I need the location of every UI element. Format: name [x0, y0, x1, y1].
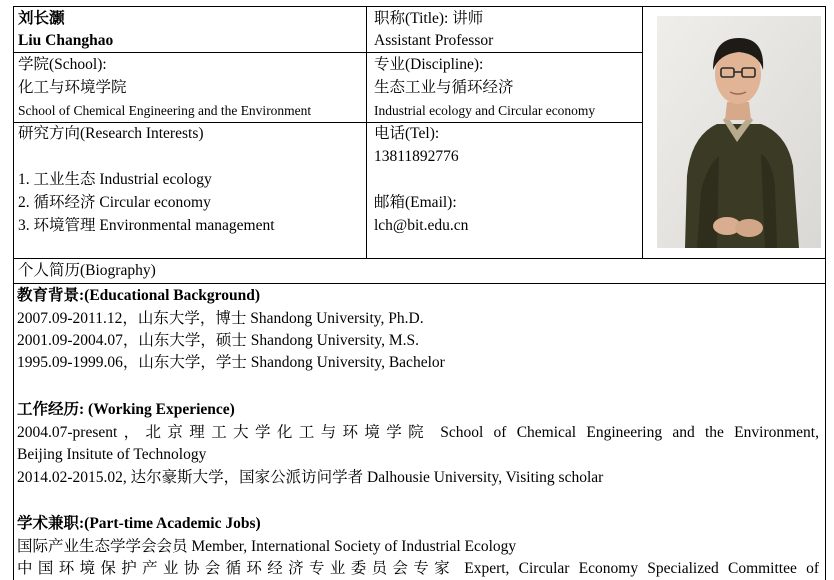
work-item: 2004.07-present，北京理工大学化工与环境学院 School of Chemical Engineering and the Environment,	[17, 424, 819, 441]
work-heading: 工作经历: (Working Experience)	[17, 401, 235, 418]
work-item: 2014.02-2015.02, 达尔豪斯大学，国家公派访问学者 Dalhousie University, Visiting scholar	[17, 469, 604, 486]
table-border-left	[13, 6, 14, 580]
research-item: 2. 循环经济 Circular economy	[18, 194, 211, 211]
bio-label: 个人简历(Biography)	[18, 262, 156, 279]
school-en: School of Chemical Engineering and the Environment	[18, 103, 312, 118]
academic-heading: 学术兼职:(Part-time Academic Jobs)	[17, 515, 261, 532]
school-label: 学院(School):	[18, 56, 107, 73]
name-en: Liu Changhao	[18, 32, 114, 49]
discipline-label: 专业(Discipline):	[374, 56, 484, 73]
education-item: 2007.09-2011.12，山东大学，博士 Shandong University, Ph.D.	[17, 310, 424, 327]
table-divider-col2	[642, 6, 643, 258]
profile-photo	[657, 16, 821, 248]
name-cn: 刘长灏	[18, 10, 65, 27]
research-item: 1. 工业生态 Industrial ecology	[18, 171, 212, 188]
email-label: 邮箱(Email):	[374, 194, 457, 211]
academic-item: 中国环境保护产业协会循环经济专业委员会专家 Expert, Circular Economy Specialized Committee of	[17, 560, 819, 577]
education-item: 1995.09-1999.06，山东大学，学士 Shandong University, Bachelor	[17, 354, 445, 371]
table-divider-row1	[13, 52, 643, 53]
school-cn: 化工与环境学院	[18, 79, 127, 96]
work-item-continued: Beijing Insitute of Technology	[17, 446, 207, 463]
title-label: 职称(Title): 讲师	[374, 10, 484, 27]
education-item: 2001.09-2004.07，山东大学，硕士 Shandong University, M.S.	[17, 332, 419, 349]
discipline-cn: 生态工业与循环经济	[374, 79, 514, 96]
tel-label: 电话(Tel):	[374, 125, 440, 142]
tel-value: 13811892776	[374, 148, 459, 165]
email-value: lch@bit.edu.cn	[374, 217, 469, 234]
education-heading: 教育背景:(Educational Background)	[17, 287, 261, 304]
title-value: Assistant Professor	[374, 32, 494, 49]
table-border-right	[825, 6, 826, 580]
academic-item: 国际产业生态学学会会员 Member, International Society of Industrial Ecology	[17, 538, 517, 555]
research-item: 3. 环境管理 Environmental management	[18, 217, 275, 234]
research-label: 研究方向(Research Interests)	[18, 125, 204, 142]
table-divider-col1	[366, 6, 367, 258]
discipline-en: Industrial ecology and Circular economy	[374, 103, 596, 118]
